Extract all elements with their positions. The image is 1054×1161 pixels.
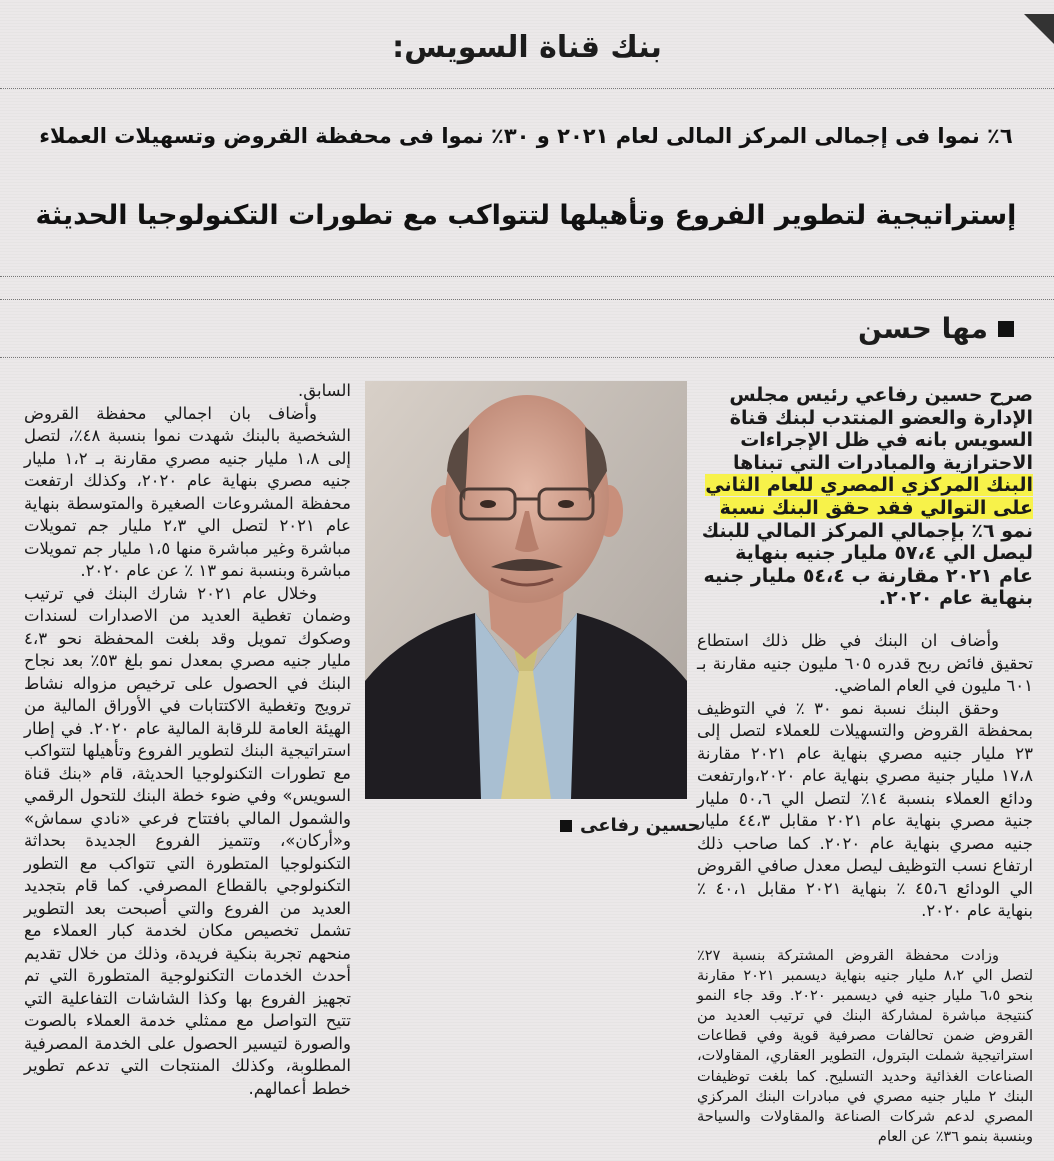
highlighted-text: البنك المركزي المصري للعام الثاني [705,474,1033,497]
body-column-right-continued [697,946,1033,1147]
lead-line: ليصل الي ٥٧،٤ مليار جنيه بنهاية [735,542,1033,565]
byline [858,312,1014,345]
lead-line [697,497,1033,520]
lead-line: عام ٢٠٢١ مقارنة ب ٥٤،٤ مليار جنيه [703,564,1033,587]
portrait-photo [365,381,687,799]
lead-line: الإدارة والعضو المنتدب لبنك قناة [729,406,1033,429]
kicker: بنك قناة السويس: [392,30,662,65]
headline-sub: إستراتيجية لتطوير الفروع وتأهيلها لتتواكب مع تطورات التكنولوجيا الحديثة [35,200,1017,231]
portrait-illustration [365,381,687,799]
divider [0,357,1054,358]
lead-line: بنهاية عام ٢٠٢٠. [878,587,1033,610]
divider [0,299,1054,300]
photo-caption [560,815,701,836]
caption-text: حسين رفاعى [580,815,701,836]
body-column-right [697,630,1033,923]
body-column-left [24,380,351,1100]
divider [0,88,1054,89]
highlighted-text: على التوالي فقد حقق البنك نسبة [719,496,1033,519]
lead-line: السويس بانه في ظل الإجراءات [740,429,1033,452]
paragraph: وأضاف ان البنك في ظل ذلك استطاع تحقيق فائض ربح قدره ٦٠٥ مليون جنيه مقارنة بـ ٦٠١ مليون في العام الماضي. [697,631,1034,695]
lead-line: صرح حسين رفاعي رئيس مجلس [729,384,1033,406]
bullet-square-icon [560,820,572,832]
headline-main: ٦٪ نموا فى إجمالى المركز المالى لعام ٢٠٢١ و ٣٠٪ نموا فى محفظة القروض وتسهيلات العملاء [39,124,1013,148]
paragraph: وحقق البنك نسبة نمو ٣٠ ٪ في التوظيف بمحفظة القروض والتسهيلات للعملاء لتصل إلى ٢٣ مليار جنيه مصري بنهاية عام ٢٠٢١ مقارنة ١٧،٨ مليار جنية مصري بنهاية عام ٢٠٢٠،وارتفعت ودائع العملاء بنسبة ١٤٪ لتصل الي ٥٠،٦ مليار جنية مصري بنهاية عام ٢٠٢١ مقابل ٤٤،٣ مليار جنيه مصري بنهاية عام ٢٠٢٠. كما صاحب ذلك ارتفاع نسب التوظيف ليصل معدل صافي القروض الي الودائع ٤٥،٦ ٪ بنهاية ٢٠٢١ مقابل ٤٠،١ ٪ بنهاية عام ٢٠٢٠. [697,698,1033,920]
paragraph: السابق. [298,381,351,400]
paragraph: وزادت محفظة القروض المشتركة بنسبة ٢٧٪ لتصل الي ٨،٢ مليار جنيه بنهاية ديسمبر ٢٠٢١ مقارنة بنحو ٦،٥ مليار جنيه في ديسمبر ٢٠٢٠. وقد جاء النمو كنتيجة مباشرة لمشاركة البنك في ترتيب العديد من القروض ضمن تحالفات مصرفية قوية وفي قطاعات استراتيجية شملت البترول، التطوير العقاري، المقاولات، الصناعات الغذائية وحديد التسليح. كما بلغت توظيفات البنك ٢ مليار جنيه مصري في مبادرات البنك المركزي المصري لدعم شركات الصناعة والمقاولات والسياحة وبنسبة بنمو ٣٦٪ عن العام [697,948,1034,1145]
paragraph: وأضاف بان اجمالي محفظة القروض الشخصية بالبنك شهدت نموا بنسبة ٤٨٪، لتصل إلى ١،٨ مليار جنيه مصري مقارنة بـ ١،٢ مليار جنيه مصري بنهاية عام ٢٠٢٠، وكذلك ارتفعت محفظة المشروعات الصغيرة والمتوسطة بنهاية عام ٢٠٢١ لتصل الي ٢،٣ مليار جم تمويلات مباشرة وغير مباشرة منها ١،٥ مليار جم تمويلات مباشرة وبنسبة نمو ١٣ ٪ عن عام ٢٠٢٠. [24,403,352,580]
divider [0,276,1054,277]
bullet-square-icon [998,321,1014,337]
lead-line: نمو ٦٪ بإجمالي المركز المالي للبنك [701,519,1033,542]
lead-line [697,474,1033,497]
byline-name: مها حسن [858,312,988,345]
lead-line: الاحترازية والمبادرات التي تبناها [733,451,1033,474]
paragraph: وخلال عام ٢٠٢١ شارك البنك في ترتيب وضمان تغطية العديد من الاصدارات لسندات وصكوك تمويل وقد بلغت المحفظة نحو ٤،٣ مليار جنيه مصري بمعدل نمو بلغ ٥٣٪ بعد نجاح البنك في الحصول على ترخيص مزواله نشاط ترويج وتغطية الاكتتابات في الأوراق المالية من الهيئة العامة للرقابة المالية عام ٢٠٢٠. في إطار استراتيجية البنك لتطوير الفروع وتأهيلها لتتواكب مع تطورات التكنولوجيا الحديثة، قام «بنك قناة السويس» وفي ضوء خطة البنك للتحول الرقمي والشمول المالي بافتتاح فرعي «نادي سماش» و«أركان»، وتتميز الفروع الجديدة بحداثة التكنولوجيا المتطورة التي تتواكب مع التطور التكنولوجي بالقطاع المصرفي. كما قام بتجديد العديد من الفروع والتي أصبحت بعد التطوير تشمل تخصيص مكان لخدمة كبار العملاء مع منحهم تجربة بنكية فريدة، وذلك من خلال تقديم أحدث الخدمات التكنولوجية المتطورة التي تم تجهيز الفروع بها وكذا الشاشات التفاعلية التي تتيح التواصل مع ممثلي خدمة العملاء بالصوت والصورة لتيسير الحصول على الخدمة المصرفية المطلوبة، وكذلك المنتجات التي تدعم تطوير خطط أعمالهم. [24,583,351,1098]
lead-paragraph [697,384,1033,610]
